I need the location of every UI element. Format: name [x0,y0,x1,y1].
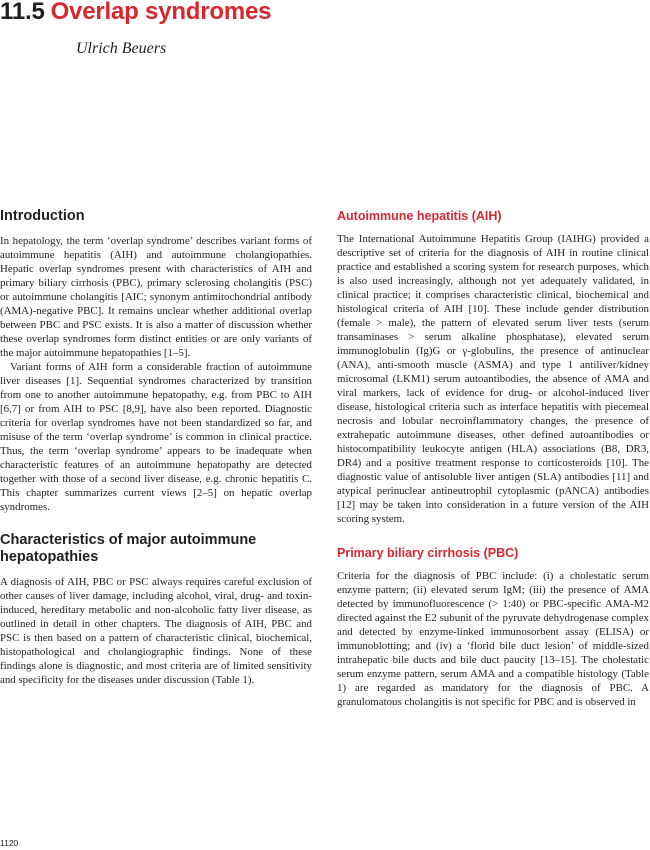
characteristics-paragraph-1: A diagnosis of AIH, PBC or PSC always requires careful exclusion of other causes of liver damage, including alcohol, viral, drug- and toxin-induced, hereditary metabolic and non-alcoholic fatty liver disease, as outlined in detail in other chapters. The diagnosis of AIH, PBC and PSC is then based on a pattern of characteristic clinical, biochemical, histopathological and cholangiographic findings. None of these findings alone is diagnostic, and most criteria are of limited sensitivity and specificity for the diseases under discussion (Table 1). [0,576,312,686]
introduction-paragraph-1: In hepatology, the term ‘overlap syndrome’ describes variant forms of autoimmune hepatitis (AIH) and autoimmune cholangiopathies. Hepatic overlap syndromes present with characteristics of AIH and primary biliary cirrhosis (PBC), primary sclerosing cholangitis (PSC) or autoimmune cholangitis [AIC; synonym antimitochondrial antibody (AMA)-negative PBC]. It remains unclear whether additional overlap between PBC and PSC exists. It is also a matter of discussion whether these overlap syndromes form distinct entities or are only variants of the major autoimmune hepatopathies [1–5]. [0,235,312,359]
introduction-paragraph-2: Variant forms of AIH form a considerable fraction of autoimmune liver diseases [1]. Sequential syndromes characterized by transition from one to another autoimmune hepatopathy, e.g. from PBC to AIH [6,7] or from AIH to PSC [8,9], have also been reported. Diagnostic criteria for overlap syndromes have not been standardized so far, and misuse of the term ‘overlap syndrome’ is common in clinical practice. Thus, the term ‘overlap syndrome’ appears to be inadequate when characteristic features of an autoimmune hepatopathy are detected together with those of a second liver disease, e.g. chronic hepatitis C. This chapter summarizes current views [2–5] on hepatic overlap syndromes. [0,361,312,513]
right-column [337,208,649,709]
page-number: 1120 [0,838,19,848]
aih-heading: Autoimmune hepatitis (AIH) [337,209,502,223]
chapter-heading [0,0,271,26]
chapter-number: 11.5 [0,0,45,25]
author-name: Ulrich Beuers [76,40,167,57]
introduction-heading: Introduction [0,208,85,224]
characteristics-heading: Characteristics of major autoimmune hepatopathies [0,532,257,565]
pbc-paragraph-1: Criteria for the diagnosis of PBC include: (i) a cholestatic serum enzyme pattern; (ii) elevated serum IgM; (iii) the presence of AMA detected by immunofluorescence (> 1:40) or PBC-specific AMA-M2 directed against the E2 subunit of the pyruvate dehydrogenase complex and detected by enzyme-linked immunosorbent assay (ELISA) or immunoblotting; and (iv) a ‘florid bile duct lesion’ of middle-sized intrahepatic bile ducts and bile duct paucity [13–15]. The cholestatic serum enzyme pattern, serum AMA and a compatible histology (Table 1) are regarded as mandatory for the diagnosis of PBC. A granulomatous cholangitis is not specific for PBC and is observed in [337,570,649,708]
pbc-heading: Primary biliary cirrhosis (PBC) [337,546,519,560]
left-column [0,208,312,687]
aih-paragraph-1: The International Autoimmune Hepatitis Group (IAIHG) provided a descriptive set of criteria for the diagnosis of AIH in routine clinical practice and established a scoring system for research purposes, which is also used increasingly, although not yet adequately validated, in clinical practice; it comprises characteristic clinical, biochemical and histological criteria of AIH [10]. These include gender distribution (female > male), the pattern of elevated serum liver tests (serum transaminases > serum alkaline phosphatase), elevated serum immunoglobulin (Ig)G or γ-globulins, the presence of antinuclear (ANA), anti-smooth muscle (ASMA) and type 1 antiliver/kidney microsomal (LKM1) serum autoantibodies, the absence of AMA and viral markers, lack of evidence for drug- or alcohol-induced liver disease, histological criteria such as interface hepatitis with piecemeal necrosis and lobular necroinflammatory changes, the presence of extrahepatic autoimmune diseases, other defined autoantibodies or histocompatibility leukocyte antigen (HLA) associations (B8, DR3, DR4) and a positive treatment response to corticosteroids [10]. The diagnostic value of antisoluble liver antigen (SLA) antibodies [11] and atypical perinuclear antineutrophil cytoplasmic (pANCA) antibodies [12] may be taken into consideration in a future version of the AIH scoring system. [337,233,649,525]
chapter-title: Overlap syndromes [50,0,272,25]
